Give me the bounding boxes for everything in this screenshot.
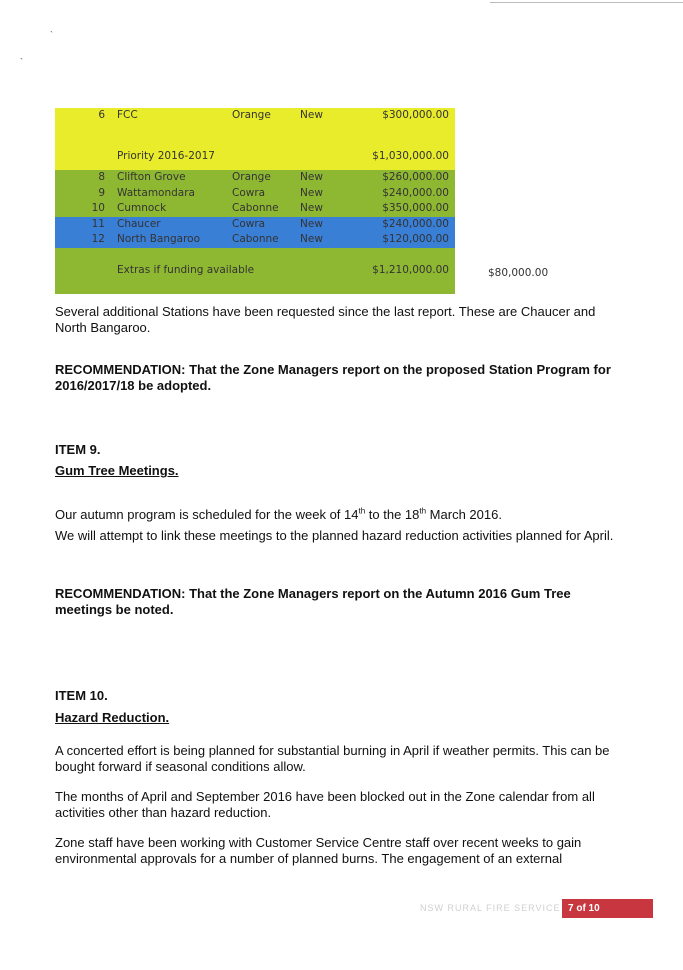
station-amount: $240,000.00 <box>382 217 449 230</box>
schedule-text: to the 18 <box>365 507 420 522</box>
table-row <box>55 217 455 233</box>
station-area: Cabonne <box>232 233 279 245</box>
station-name: FCC <box>117 109 138 121</box>
item10-paragraph-approvals: Zone staff have been working with Customer Service Centre staff over recent weeks to gain environmental approvals for a number of planned burns. The engagement of an external <box>55 835 582 866</box>
item9-paragraph-link: We will attempt to link these meetings to the planned hazard reduction activities planned for April. <box>55 528 614 543</box>
station-name: Cumnock <box>117 202 167 214</box>
station-name: Wattamondara <box>117 186 195 199</box>
subtotal-amount: $1,030,000.00 <box>372 150 449 162</box>
footer-brand: NSW RURAL FIRE SERVICE <box>420 903 561 913</box>
page-number-badge: 7 of 10 <box>562 899 653 918</box>
station-type: New <box>300 109 323 121</box>
item10-title: Hazard Reduction. <box>55 710 170 725</box>
station-area: Orange <box>232 171 271 183</box>
station-type: New <box>300 233 323 245</box>
table-subtotal-row <box>55 126 455 170</box>
table-row <box>55 201 455 217</box>
row-number: 9 <box>98 186 105 199</box>
station-amount: $350,000.00 <box>382 202 449 214</box>
table-extras-row <box>55 248 455 294</box>
schedule-text: March 2016. <box>426 507 502 522</box>
station-name: Chaucer <box>117 217 161 230</box>
row-number: 6 <box>98 109 105 121</box>
station-name: Clifton Grove <box>117 171 186 183</box>
station-type: New <box>300 217 323 230</box>
item10-paragraph-calendar: The months of April and September 2016 have been blocked out in the Zone calendar from all activities other than hazard reduction. <box>55 789 595 820</box>
station-type: New <box>300 171 323 183</box>
table-row <box>55 170 455 186</box>
station-amount: $260,000.00 <box>382 171 449 183</box>
recommendation-stations: RECOMMENDATION: That the Zone Managers report on the proposed Station Program for 2016/2017/18 be adopted. <box>55 362 611 393</box>
station-name: North Bangaroo <box>117 233 201 245</box>
ordinal-suffix: th <box>358 506 366 516</box>
header-rule <box>490 2 683 3</box>
item9-paragraph-schedule <box>55 507 615 523</box>
item10-heading: ITEM 10. <box>55 688 108 703</box>
stations-note: Several additional Stations have been requested since the last report. These are Chaucer and North Bangaroo. <box>55 304 596 335</box>
station-program-table <box>55 108 455 294</box>
station-area: Cowra <box>232 186 266 199</box>
schedule-text: Our autumn program is scheduled for the week of 14 <box>55 507 359 522</box>
station-type: New <box>300 186 323 199</box>
row-number: 10 <box>91 202 105 214</box>
table-row <box>55 108 455 126</box>
item9-heading: ITEM 9. <box>55 442 101 457</box>
row-number: 8 <box>98 171 105 183</box>
station-amount: $240,000.00 <box>382 186 449 199</box>
ordinal-suffix: th <box>419 506 427 516</box>
extras-additional-amount: $80,000.00 <box>488 267 549 279</box>
item9-title: Gum Tree Meetings. <box>55 463 179 478</box>
station-amount: $120,000.00 <box>382 233 449 245</box>
extras-label: Extras if funding available <box>117 263 255 276</box>
item10-paragraph-burning: A concerted effort is being planned for substantial burning in April if weather permits. This can be bought forward if seasonal conditions allow. <box>55 743 610 774</box>
station-area: Cowra <box>232 217 266 230</box>
station-area: Orange <box>232 109 271 121</box>
scan-mark: ` <box>20 57 23 67</box>
station-area: Cabonne <box>232 202 279 214</box>
row-number: 11 <box>91 217 105 230</box>
station-type: New <box>300 202 323 214</box>
table-row <box>55 232 455 248</box>
table-row <box>55 186 455 202</box>
extras-amount: $1,210,000.00 <box>372 263 449 276</box>
recommendation-gum-tree: RECOMMENDATION: That the Zone Managers report on the Autumn 2016 Gum Tree meetings be noted. <box>55 586 571 617</box>
row-number: 12 <box>91 233 105 245</box>
subtotal-label: Priority 2016-2017 <box>117 150 215 162</box>
scan-mark: ` <box>50 30 53 40</box>
station-amount: $300,000.00 <box>382 109 449 121</box>
